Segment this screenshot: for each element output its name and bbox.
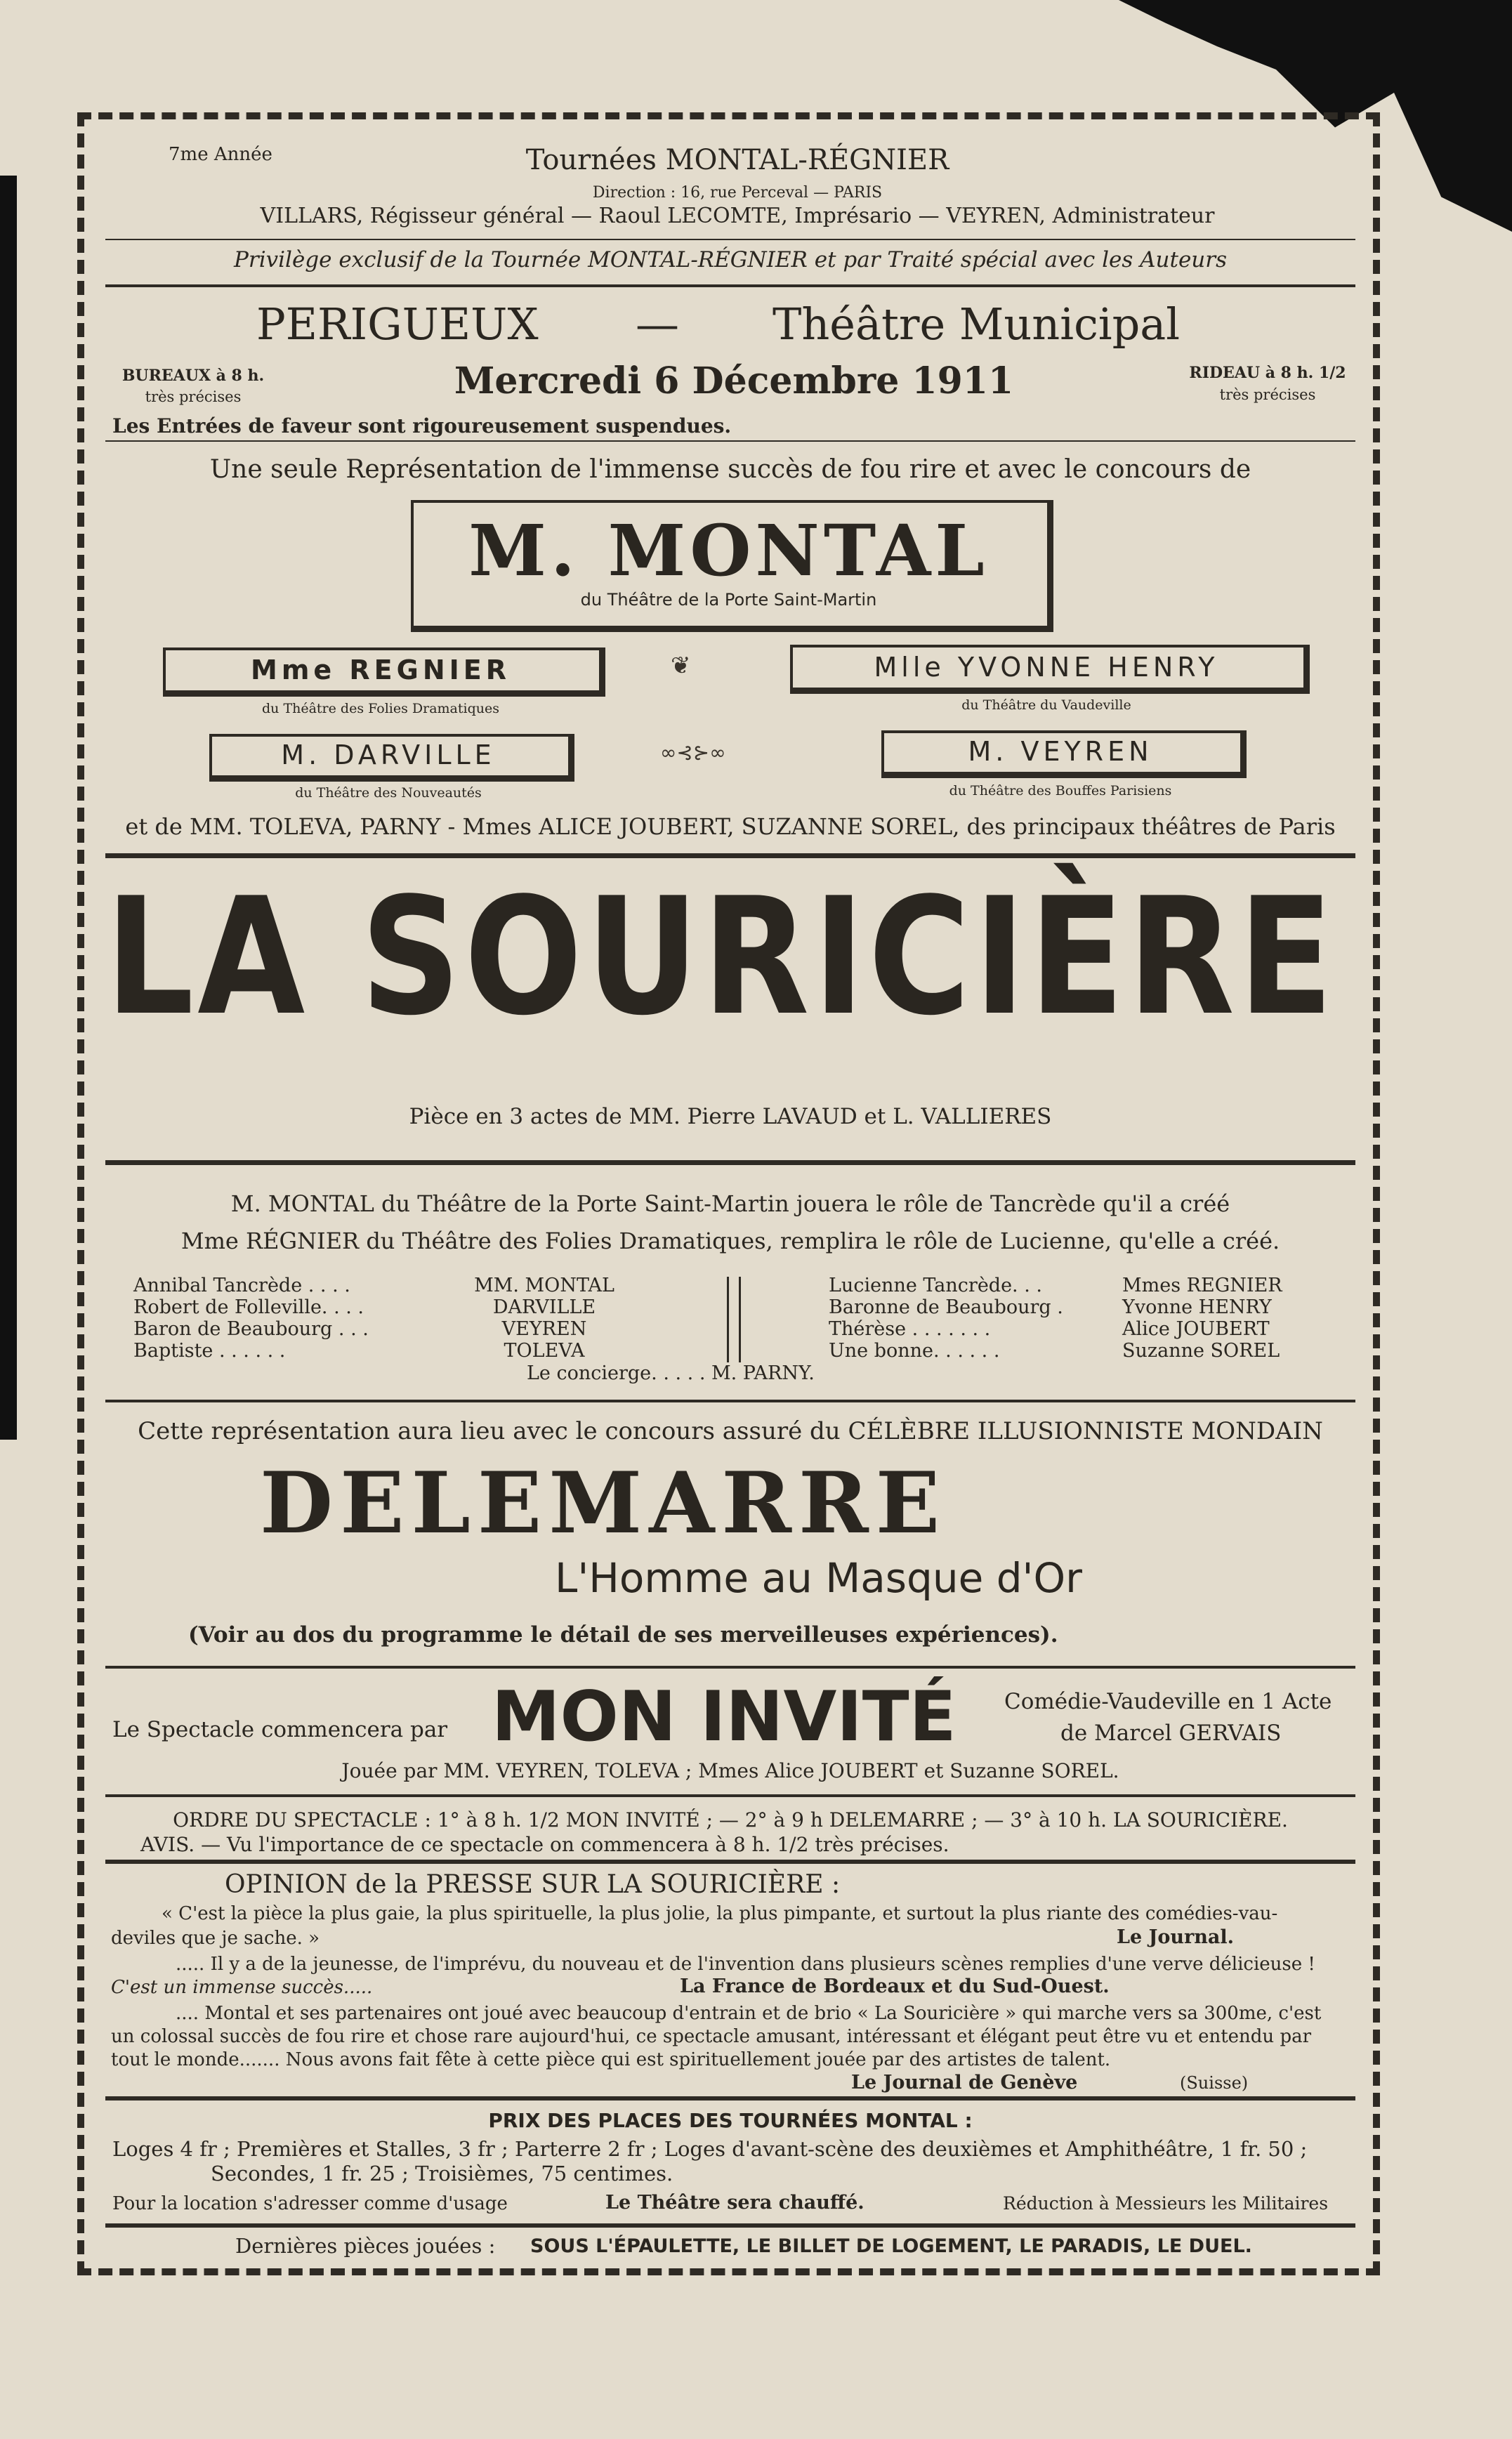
divider	[105, 853, 1355, 858]
montal-role-line: M. MONTAL du Théâtre de la Porte Saint-Martin jouera le rôle de Tancrède qu'il a créé	[230, 1190, 1230, 1217]
bureaux-time: BUREAUX à 8 h.	[121, 367, 265, 385]
divider	[105, 239, 1355, 240]
cast-regnier-theatre: du Théâtre des Folies Dramatiques	[262, 701, 499, 716]
other-cast-line: et de MM. TOLEVA, PARNY - Mmes ALICE JOUBERT, SUZANNE SOREL, des principaux théâtres de Paris	[125, 813, 1336, 840]
press-source: Le Journal de Genève	[851, 2072, 1078, 2093]
right-roles	[829, 1275, 1063, 1362]
performance-date: Mercredi 6 Décembre 1911	[454, 360, 1014, 402]
bureaux-note: très précises	[145, 388, 242, 405]
torn-edge	[0, 176, 17, 1440]
press-heading: OPINION de la PRESSE SUR LA SOURICIÈRE :	[225, 1870, 841, 1899]
divider	[105, 2096, 1355, 2101]
play-authors: Pièce en 3 actes de MM. Pierre LAVAUD et L. VALLIERES	[409, 1104, 1052, 1129]
actor-name: Alice JOUBERT	[1122, 1318, 1270, 1340]
actor-name: TOLEVA	[504, 1340, 585, 1362]
right-actors	[1122, 1275, 1282, 1362]
left-actors	[449, 1275, 639, 1362]
opening-author: de Marcel GERVAIS	[1060, 1721, 1282, 1746]
divider	[105, 1400, 1355, 1402]
actor-name: Mmes REGNIER	[1122, 1275, 1282, 1296]
free-entry-notice: Les Entrées de faveur sont rigoureusement suspendues.	[112, 414, 732, 438]
ornament-icon: ❦	[671, 652, 691, 680]
press-quote: « C'est la pièce la plus gaie, la plus spirituelle, la plus jolie, la plus pimpante, et surtout la plus riante des comédies-vau-	[162, 1903, 1278, 1924]
actor-name: VEYREN	[501, 1318, 587, 1340]
divider	[105, 1160, 1355, 1165]
divider	[105, 2223, 1355, 2228]
theatre-name: Théâtre Municipal	[773, 298, 1181, 350]
tour-name: Tournées MONTAL-RÉGNIER	[525, 144, 949, 176]
prices-line: Secondes, 1 fr. 25 ; Troisièmes, 75 centimes.	[211, 2162, 673, 2185]
actor-name: Suzanne SOREL	[1122, 1340, 1280, 1362]
role-name: Annibal Tancrède . . . .	[133, 1275, 350, 1296]
intro-line: Une seule Représentation de l'immense succès de fou rire et avec le concours de	[209, 455, 1251, 484]
staff-line: VILLARS, Régisseur général — Raoul LECOMTE, Imprésario — VEYREN, Administrateur	[260, 204, 1215, 228]
edition-label: 7me Année	[169, 144, 272, 165]
ornament-icon: ∞⊰⊱∞	[660, 741, 726, 764]
column-separator	[727, 1277, 741, 1362]
star-name: M. MONTAL	[468, 509, 989, 592]
role-name: Baptiste . . . . . .	[133, 1340, 286, 1362]
city-dash: —	[636, 298, 679, 350]
role-name: Une bonne. . . . . .	[829, 1340, 1000, 1362]
divider	[105, 440, 1355, 442]
cast-regnier: Mme REGNIER	[251, 655, 511, 685]
recent-plays-label: Dernières pièces jouées :	[235, 2234, 496, 2258]
press-quote: un colossal succès de fou rire et chose rare aujourd'hui, ce spectacle amusant, intéressant et élégant peut être vu et entendu par	[111, 2026, 1312, 2047]
concierge-line: Le concierge. . . . . M. PARNY.	[527, 1362, 815, 1384]
avis-line: AVIS. — Vu l'importance de ce spectacle on commencera à 8 h. 1/2 très précises.	[140, 1833, 949, 1856]
divider	[105, 1666, 1355, 1669]
illusionist-note: (Voir au dos du programme le détail de ses merveilleuses expériences).	[188, 1622, 1058, 1648]
play-title: LA SOURICIÈRE	[105, 864, 1337, 1051]
cast-darville-theatre: du Théâtre des Nouveautés	[295, 785, 482, 801]
role-name: Thérèse . . . . . . .	[829, 1318, 991, 1340]
press-source-country: (Suisse)	[1180, 2073, 1249, 2093]
regnier-role-line: Mme RÉGNIER du Théâtre des Folies Dramatiques, remplira le rôle de Lucienne, qu'elle a créé.	[180, 1228, 1280, 1254]
role-name: Baron de Beaubourg . . .	[133, 1318, 369, 1340]
press-source: Le Journal.	[1117, 1926, 1234, 1948]
city-name: PERIGUEUX	[256, 298, 539, 350]
rideau-note: très précises	[1219, 386, 1316, 403]
opening-desc: Comédie-Vaudeville en 1 Acte	[1004, 1689, 1332, 1714]
prices-heading: PRIX DES PLACES DES TOURNÉES MONTAL :	[488, 2109, 973, 2132]
actor-name: Yvonne HENRY	[1122, 1296, 1272, 1318]
divider	[105, 1794, 1355, 1797]
illusionist-subtitle: L'Homme au Masque d'Or	[555, 1554, 1082, 1602]
opening-title: MON INVITÉ	[492, 1677, 956, 1757]
illusionist-name: DELEMARRE	[260, 1454, 947, 1553]
press-quote: tout le monde....... Nous avons fait fête à cette pièce qui est spirituellement jouée par des artistes de talent.	[111, 2049, 1111, 2070]
role-name: Robert de Folleville. . . .	[133, 1296, 364, 1318]
actor-name: MM. MONTAL	[474, 1275, 614, 1296]
recent-plays: SOUS L'ÉPAULETTE, LE BILLET DE LOGEMENT, LE PARADIS, LE DUEL.	[530, 2235, 1252, 2257]
heating-note: Le Théâtre sera chauffé.	[605, 2192, 865, 2214]
press-quote: deviles que je sache. »	[111, 1928, 320, 1949]
illusionist-intro: Cette représentation aura lieu avec le concours assuré du CÉLÈBRE ILLUSIONNISTE MONDAIN	[138, 1417, 1323, 1445]
left-roles	[133, 1275, 369, 1362]
program-order: ORDRE DU SPECTACLE : 1° à 8 h. 1/2 MON INVITÉ ; — 2° à 9 h DELEMARRE ; — 3° à 10 h. LA SOURICIÈRE.	[173, 1808, 1288, 1832]
direction-line: Direction : 16, rue Perceval — PARIS	[592, 184, 883, 202]
privilege-line: Privilège exclusif de la Tournée MONTAL-RÉGNIER et par Traité spécial avec les Auteurs	[234, 247, 1227, 272]
actor-name: DARVILLE	[492, 1296, 596, 1318]
role-name: Baronne de Beaubourg .	[829, 1296, 1063, 1318]
divider	[105, 284, 1355, 287]
opening-lead: Le Spectacle commencera par	[112, 1717, 448, 1742]
press-quote: ..... Il y a de la jeunesse, de l'imprévu, du nouveau et de l'invention dans plusieurs scènes remplies d'une verve délicieuse !	[176, 1954, 1315, 1975]
cast-veyren: M. VEYREN	[968, 736, 1153, 767]
military-note: Réduction à Messieurs les Militaires	[1003, 2193, 1329, 2214]
cast-henry: Mlle YVONNE HENRY	[874, 652, 1219, 683]
role-name: Lucienne Tancrède. . .	[829, 1275, 1042, 1296]
cast-henry-theatre: du Théâtre du Vaudeville	[961, 697, 1131, 713]
press-source: La France de Bordeaux et du Sud-Ouest.	[680, 1975, 1110, 1997]
opening-cast: Jouée par MM. VEYREN, TOLEVA ; Mmes Alice JOUBERT et Suzanne SOREL.	[341, 1759, 1119, 1782]
star-theatre: du Théâtre de la Porte Saint-Martin	[580, 590, 877, 610]
cast-veyren-theatre: du Théâtre des Bouffes Parisiens	[949, 783, 1172, 798]
cast-darville: M. DARVILLE	[281, 739, 496, 770]
divider	[105, 1860, 1355, 1864]
press-quote: C'est un immense succès.....	[111, 1977, 373, 1998]
location-note: Pour la location s'adresser comme d'usage	[112, 2193, 508, 2214]
prices-line: Loges 4 fr ; Premières et Stalles, 3 fr ; Parterre 2 fr ; Loges d'avant-scène des deuxièmes et Amphithéâtre, 1 fr. 50 ;	[112, 2137, 1308, 2161]
rideau-time: RIDEAU à 8 h. 1/2	[1189, 364, 1346, 382]
press-quote: .... Montal et ses partenaires ont joué avec beaucoup d'entrain et de brio « La Souricière » qui marche vers sa 300me, c'est	[176, 2003, 1322, 2024]
